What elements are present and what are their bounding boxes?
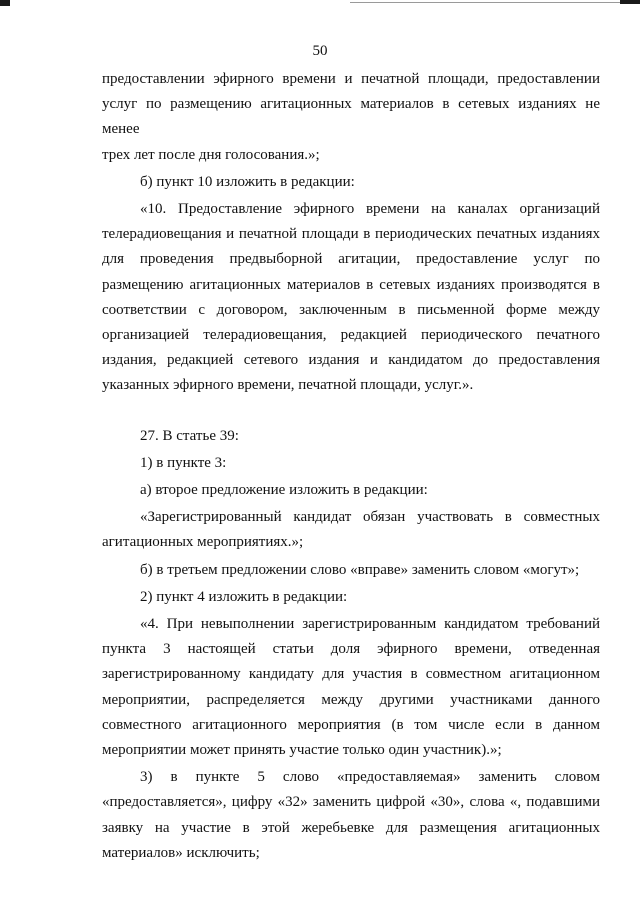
text-line: 27. В статье 39: [140,427,239,444]
text-line: издания, редакцией сетевого издания и кандидатом до предоставления [102,352,600,369]
text-line: мероприятии, распределяется между другими участниками данного [102,691,600,708]
text-line: агитационных мероприятиях.»; [102,534,304,551]
paragraph-item-a [102,478,600,503]
paragraph-item-b [102,170,600,195]
text-line: размещению агитационных материалов в сетевых изданиях производятся в [102,276,600,293]
text-line: телерадиовещания и печатной площади в периодических печатных изданиях [102,226,600,243]
scan-mark-right [620,0,640,4]
text-line: трех лет после дня голосования.»; [102,146,320,163]
text-line: материалов» исключить; [102,844,260,861]
paragraph-item-3 [102,765,600,866]
scan-line-right [350,2,620,3]
text-line: «10. Предоставление эфирного времени на каналах организаций [140,201,600,218]
text-line: 3) в пункте 5 слово «предоставляемая» заменить словом [140,769,600,786]
paragraph-quote-point-4 [102,612,600,763]
text-line: пункта 3 настоящей статьи доля эфирного времени, отведенная [102,641,600,658]
paragraph-item-1 [102,451,600,476]
text-line: соответствии с договором, заключенным в письменной форме между [102,301,600,318]
text-line: «предоставляется», цифру «32» заменить цифрой «30», слова «, подавшими [102,794,600,811]
text-line: а) второе предложение изложить в редакции: [140,482,428,499]
section-spacer [102,401,600,424]
text-line: предоставлении эфирного времени и печатной площади, предоставлении [102,71,600,87]
text-line: заявку на участие в этой жеребьевке для размещения агитационных [102,819,600,836]
text-line: услуг по размещению агитационных материалов в сетевых изданиях не менее [102,96,600,138]
text-line: б) в третьем предложении слово «вправе» заменить словом «могут»; [140,561,580,578]
text-line: «Зарегистрированный кандидат обязан участвовать в совместных [140,509,600,526]
paragraph-quote-registered-candidate [102,505,600,555]
text-line: для проведения предвыборной агитации, предоставление услуг по [102,251,600,268]
text-line: 1) в пункте 3: [140,454,227,471]
page-number: 50 [312,43,328,59]
document-body [102,67,600,868]
paragraph-item-2 [102,585,600,610]
text-line: б) пункт 10 изложить в редакции: [140,173,355,190]
text-line: мероприятии может принять участие только один участник).»; [102,742,502,759]
paragraph-article-27 [102,424,600,449]
text-line: совместного агитационного мероприятия (в том числе если в данном [102,716,600,733]
text-line: «4. При невыполнении зарегистрированным кандидатом требований [140,616,600,633]
paragraph-quote-point-10 [102,197,600,399]
scan-mark-left [0,0,10,6]
text-line: организацией телерадиовещания, редакцией периодического печатного [102,327,600,344]
paragraph-continuation [102,67,600,168]
text-line: 2) пункт 4 изложить в редакции: [140,588,348,605]
text-line: зарегистрированному кандидату для участия в совместном агитационном [102,666,600,683]
text-line: указанных эфирного времени, печатной площади, услуг.». [102,377,474,394]
paragraph-item-b2 [102,558,600,583]
